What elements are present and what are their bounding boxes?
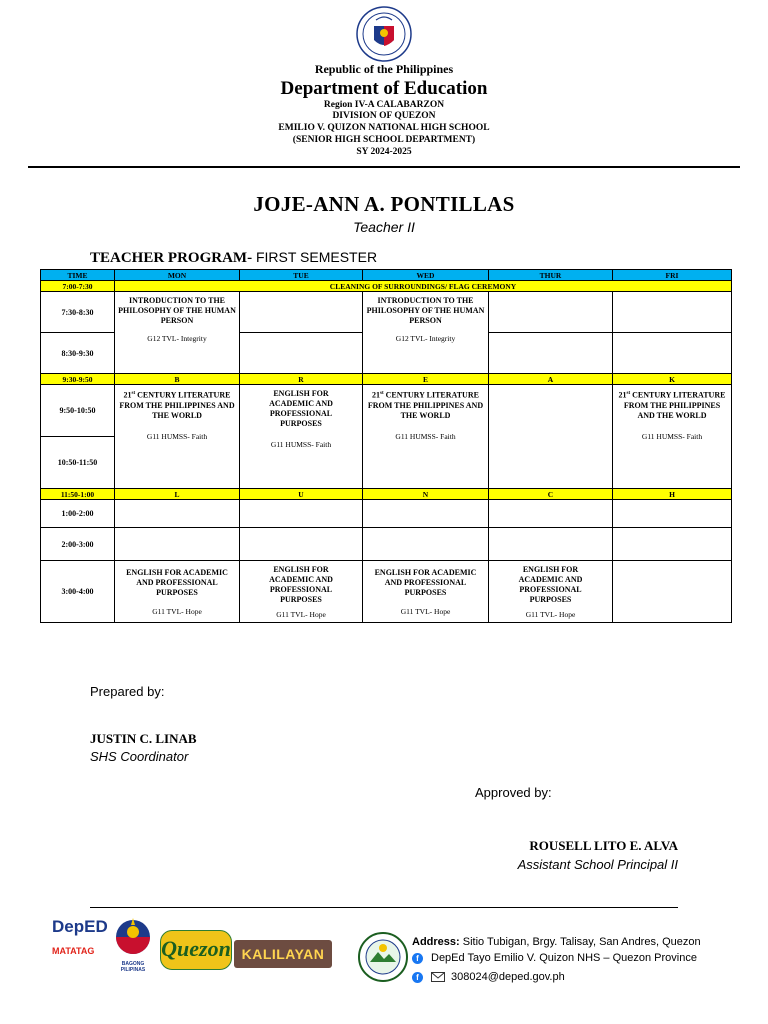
- prepared-by-position: SHS Coordinator: [90, 749, 189, 764]
- schedule-cell-thur-eapp: [489, 561, 613, 623]
- schedule-cell-empty: [115, 500, 240, 528]
- schedule-cell-wed-eapp: [363, 561, 489, 623]
- section-label: G11 HUMSS- Faith: [395, 431, 456, 441]
- region-text: Region IV-A CALABARZON: [323, 100, 445, 110]
- schedule-cell-tue-eapp: [240, 561, 363, 623]
- deped-seal-icon: [356, 6, 412, 62]
- break-letter: K: [613, 374, 732, 385]
- break-letter: U: [240, 489, 363, 500]
- schedule-cell-empty: [240, 292, 363, 333]
- bagong-pilipinas-text: BAGONG PILIPINAS: [120, 961, 146, 973]
- time-cell: 11:50-1:00: [41, 489, 115, 500]
- facebook-icon: f: [412, 972, 423, 983]
- schedule-cell-empty: [240, 528, 363, 561]
- teacher-name: JOJE-ANN A. PONTILLAS: [253, 192, 515, 216]
- deped-quezon-logo: [160, 930, 232, 970]
- footer-address: [412, 936, 701, 948]
- header-divider: [28, 166, 740, 168]
- time-cell: 2:00-3:00: [41, 528, 115, 561]
- section-label: G11 TVL- Hope: [400, 606, 451, 616]
- teacher-position: Teacher II: [353, 219, 415, 235]
- subject-label: ENGLISH FOR ACADEMIC AND PROFESSIONAL PURPOSES: [374, 567, 477, 597]
- table-row: [41, 489, 732, 500]
- section-label: G11 HUMSS- Faith: [641, 431, 703, 441]
- col-mon: MON: [115, 270, 240, 281]
- time-cell: 10:50-11:50: [41, 437, 115, 489]
- department-unit: (SENIOR HIGH SCHOOL DEPARTMENT): [292, 135, 476, 145]
- schedule-cell-empty: [489, 528, 613, 561]
- schedule-cell-empty: [240, 333, 363, 374]
- schedule-table: [40, 269, 732, 623]
- address-text: Sitio Tubigan, Brgy. Talisay, San Andres, Quezon: [459, 936, 701, 948]
- break-letter: N: [363, 489, 489, 500]
- subject-label: ENGLISH FOR ACADEMIC AND PROFESSIONAL PURPOSES: [269, 389, 333, 428]
- program-heading: [90, 249, 377, 267]
- schedule-cell-empty: [489, 385, 613, 489]
- prepared-by-label: Prepared by:: [90, 684, 165, 699]
- program-label: TEACHER PROGRAM-: [90, 250, 253, 266]
- subject-label: 21st CENTURY LITERATURE FROM THE PHILIPPINES AND THE WORLD: [367, 390, 484, 420]
- schedule-cell-empty: [613, 500, 732, 528]
- schedule-cell-fri-literature: [613, 385, 732, 489]
- schedule-cell-tue-eapp: [240, 385, 363, 489]
- col-thur: THUR: [489, 270, 613, 281]
- schedule-cell-empty: [489, 292, 613, 333]
- time-cell: 3:00-4:00: [41, 561, 115, 623]
- department-title: Department of Education: [280, 78, 488, 99]
- break-letter: A: [489, 374, 613, 385]
- facebook-link[interactable]: DepEd Tayo Emilio V. Quizon NHS – Quezon Province: [431, 952, 697, 964]
- schedule-cell-mon-literature: [115, 385, 240, 489]
- matatag-logo-text: MATATAG: [52, 946, 95, 956]
- deped-logo-text: DepED: [52, 917, 108, 936]
- approved-by-name: ROUSELL LITO E. ALVA: [529, 838, 678, 853]
- schedule-cell-wed-literature: [363, 385, 489, 489]
- break-letter: E: [363, 374, 489, 385]
- table-row: [41, 292, 732, 333]
- schedule-cell-empty: [613, 292, 732, 333]
- subject-label: 21st CENTURY LITERATURE FROM THE PHILIPPINES AND THE WORLD: [618, 390, 726, 420]
- table-row: [41, 528, 732, 561]
- time-cell: 9:50-10:50: [41, 385, 115, 437]
- flag-ceremony-cell: CLEANING OF SURROUNDINGS/ FLAG CEREMONY: [115, 281, 732, 292]
- email-link[interactable]: 308024@deped.gov.ph: [451, 971, 565, 983]
- table-row: [41, 500, 732, 528]
- school-name: EMILIO V. QUIZON NATIONAL HIGH SCHOOL: [278, 123, 490, 133]
- section-label: G12 TVL- Integrity: [395, 334, 456, 343]
- table-row: [41, 374, 732, 385]
- approved-by-position: Assistant School Principal II: [517, 857, 678, 872]
- table-row: [41, 281, 732, 292]
- schedule-cell-empty: [613, 561, 732, 623]
- bagong-pilipinas-logo: [110, 916, 156, 973]
- section-label: G11 TVL- Hope: [152, 606, 202, 616]
- schedule-cell-empty: [363, 500, 489, 528]
- address-label: Address:: [412, 936, 460, 948]
- time-cell: 7:30-8:30: [41, 292, 115, 333]
- time-cell: 1:00-2:00: [41, 500, 115, 528]
- subject-label: INTRODUCTION TO THE PHILOSOPHY OF THE HUMAN PERSON: [118, 296, 236, 325]
- subject-label: INTRODUCTION TO THE PHILOSOPHY OF THE HUMAN PERSON: [366, 296, 485, 325]
- schedule-cell-empty: [363, 528, 489, 561]
- section-label: G11 TVL- Hope: [276, 609, 326, 619]
- school-seal-icon: [358, 932, 408, 982]
- quezon-logo-text: Quezon: [161, 936, 231, 961]
- approved-by-label: Approved by:: [475, 785, 552, 800]
- republic-text: Republic of the Philippines: [314, 62, 454, 76]
- facebook-icon: f: [412, 953, 423, 964]
- schedule-cell-empty: [613, 333, 732, 374]
- schedule-cell-mon-philo: [115, 292, 240, 374]
- col-wed: WED: [363, 270, 489, 281]
- schedule-cell-mon-eapp: [115, 561, 240, 623]
- break-letter: L: [115, 489, 240, 500]
- footer-facebook: [412, 952, 697, 964]
- division-text: DIVISION OF QUEZON: [332, 111, 436, 121]
- subject-label: ENGLISH FOR ACADEMIC AND PROFESSIONAL PURPOSES: [269, 564, 333, 604]
- time-cell: 9:30-9:50: [41, 374, 115, 385]
- subject-label: 21st CENTURY LITERATURE FROM THE PHILIPPINES AND THE WORLD: [119, 390, 235, 420]
- envelope-icon: [431, 972, 445, 982]
- schedule-cell-empty: [115, 528, 240, 561]
- break-letter: R: [240, 374, 363, 385]
- schedule-cell-empty: [489, 500, 613, 528]
- break-letter: B: [115, 374, 240, 385]
- break-letter: C: [489, 489, 613, 500]
- bagong-pilipinas-icon: [110, 916, 156, 956]
- section-label: G12 TVL- Integrity: [147, 334, 207, 343]
- prepared-by-name: JUSTIN C. LINAB: [90, 731, 197, 746]
- table-row: [41, 385, 732, 437]
- footer-email: [412, 971, 565, 983]
- schedule-cell-empty: [240, 500, 363, 528]
- schedule-cell-empty: [613, 528, 732, 561]
- time-cell: 8:30-9:30: [41, 333, 115, 374]
- schedule-cell-empty: [489, 333, 613, 374]
- break-letter: H: [613, 489, 732, 500]
- footer-divider: [90, 907, 678, 908]
- time-cell: 7:00-7:30: [41, 281, 115, 292]
- schedule-header-row: [41, 270, 732, 281]
- kalilayan-logo-text: KALILAYAN: [241, 946, 325, 962]
- schedule-cell-wed-philo: [363, 292, 489, 374]
- section-label: G11 HUMSS- Faith: [146, 431, 208, 441]
- kalilayan-logo: [234, 940, 332, 968]
- semester-label: FIRST SEMESTER: [252, 249, 378, 265]
- deped-matatag-logo: [52, 918, 108, 966]
- section-label: G11 HUMSS- Faith: [270, 440, 332, 449]
- col-tue: TUE: [240, 270, 363, 281]
- section-label: G11 TVL- Hope: [525, 609, 576, 619]
- school-year: SY 2024-2025: [356, 147, 412, 157]
- subject-label: ENGLISH FOR ACADEMIC AND PROFESSIONAL PURPOSES: [518, 564, 583, 604]
- col-time: TIME: [41, 270, 115, 281]
- subject-label: ENGLISH FOR ACADEMIC AND PROFESSIONAL PURPOSES: [126, 567, 228, 597]
- table-row: [41, 561, 732, 623]
- col-fri: FRI: [613, 270, 732, 281]
